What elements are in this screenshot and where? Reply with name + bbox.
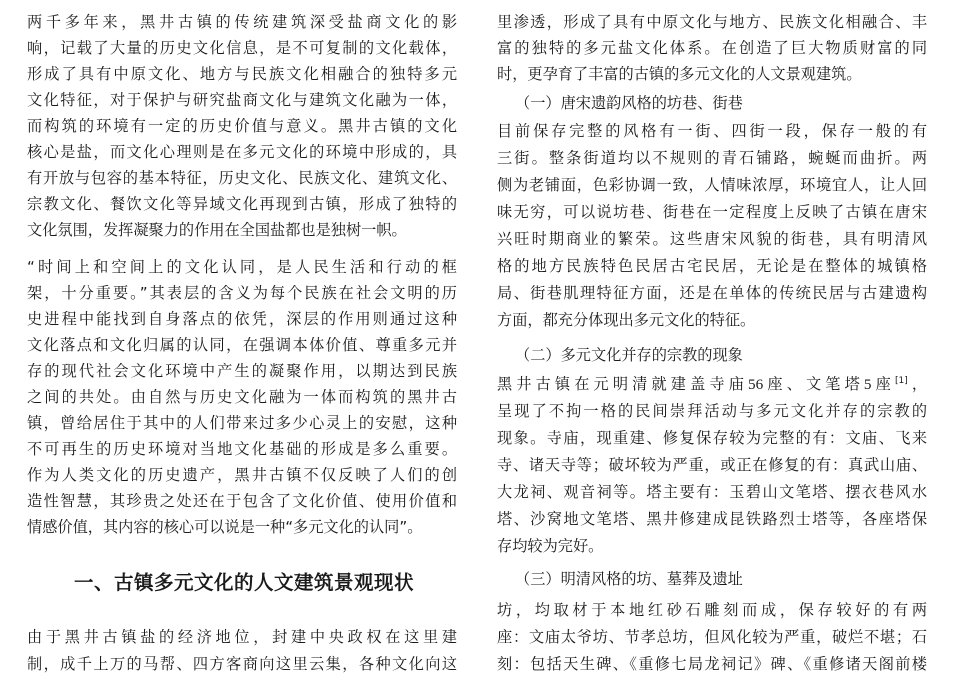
body-line: 形成了具有中原文化、地方与民族文化相融合的独特多元 [27,65,457,83]
body-line: 文化氛围，发挥凝聚力的作用在全国盐都也是独树一帜。 [27,221,407,239]
text-run: 座 [871,375,895,393]
body-line: 兴旺时期商业的繁荣。这些唐宋风貌的街巷，具有明清风 [497,230,927,248]
body-line: 现象。寺庙，现重建、修复保存较为完整的有：文庙、飞来 [497,429,927,447]
body-line: 呈现了不拘一格的民间崇拜活动与多元文化并存的宗教的 [497,402,927,420]
text-run: 黑井古镇在元明清就建盖寺庙 [497,375,749,393]
body-line: 三街。整条街道均以不规则的青石铺路，蜿蜒而曲折。两 [497,149,927,167]
body-line: 格的地方民族特色民居古宅民居，无论是在整体的城镇格 [497,257,927,275]
body-line: 之间的共处。由自然与历史文化融为一体而构筑的黑井古 [27,388,457,406]
body-line: 由于黑井古镇盐的经济地位，封建中央政权在这里建 [27,628,457,646]
body-line: 大龙祠、观音祠等。塔主要有：玉碧山文笔塔、摆衣巷风水 [497,483,927,501]
body-line: 塔、沙窝地文笔塔、黑井修建成昆铁路烈士塔等，各座塔保 [497,510,927,528]
subsection-heading: （一）唐宋遗韵风格的坊巷、街巷 [515,94,743,112]
body-line: 响，记载了大量的历史文化信息，是不可复制的文化载体， [27,39,457,57]
body-line: 富的独特的多元盐文化体系。在创造了巨大物质财富的同 [497,39,927,57]
body-line: 核心是盐，而文化心理则是在多元文化的环境中形成的，具 [27,143,457,161]
body-line: 局、街巷肌理特征方面，还是在单体的传统民居与古建遗构 [497,284,927,302]
citation-ref[interactable]: [1] [894,375,908,386]
body-line: 制，成千上万的马帮、四方客商向这里云集，各种文化向这 [27,655,457,673]
body-line: 坊，均取材于本地红砂石雕刻而成，保存较好的有两 [497,601,927,619]
body-line: 有开放与包容的基本特征，历史文化、民族文化、建筑文化、 [27,169,457,187]
body-line: 宗教文化、餐饮文化等异域文化再现到古镇，形成了独特的 [27,195,457,213]
body-line: 侧为老铺面，色彩协调一致，人情味浓厚，环境宜人，让人回 [497,176,927,194]
subsection-heading: （三）明清风格的坊、墓葬及遗址 [515,570,743,588]
body-line: 架，十分重要。”其表层的含义为每个民族在社会文明的历 [27,284,457,302]
body-line: 文化落点和文化归属的认同，在强调本体价值、尊重多元并 [27,336,457,354]
body-line: 座：文庙太爷坊、节孝总坊，但风化较为严重，破烂不堪；石 [497,628,927,646]
number: 56 [748,376,764,393]
body-line: 存均较为完好。 [497,537,604,555]
body-line: 而构筑的环境有一定的历史价值与意义。黑井古镇的文化 [27,117,457,135]
body-line: 存的现代社会文化环境中产生的凝聚作用，以期达到民族 [27,362,457,380]
body-line: 作为人类文化的历史遗产，黑井古镇不仅反映了人们的创 [27,466,457,484]
subsection-heading: （二）多元文化并存的宗教的现象 [515,346,743,364]
body-line-with-citation [497,371,927,397]
text-run: 座、文笔塔 [763,375,864,393]
body-line: 不可再生的历史环境对当地文化基础的形成是多么重要。 [27,440,457,458]
body-line: 文化特征，对于保护与研究盐商文化与建筑文化融为一体， [27,91,457,109]
section-heading: 一、古镇多元文化的人文建筑景观现状 [74,571,415,594]
body-line: 两千多年来，黑井古镇的传统建筑深受盐商文化的影 [27,13,457,31]
text-run: ， [907,375,928,393]
number: 5 [863,376,872,393]
body-line: 造性智慧，其珍贵之处还在于包含了文化价值、使用价值和 [27,492,457,510]
body-line: 时，更孕育了丰富的古镇的多元文化的人文景观建筑。 [497,65,862,83]
body-line: 方面，都充分体现出多元文化的特征。 [497,311,756,329]
body-line: 镇，曾给居住于其中的人们带来过多少心灵上的安慰，这种 [27,414,457,432]
body-line: 味无穷，可以说坊巷、街巷在一定程度上反映了古镇在唐宋 [497,203,927,221]
body-line: 情感价值，其内容的核心可以说是一种“多元文化的认同”。 [27,518,423,536]
body-line: 史进程中能找到自身落点的依凭，深层的作用则通过这种 [27,310,457,328]
body-line: “时间上和空间上的文化认同，是人民生活和行动的框 [27,258,457,276]
body-line: 寺、诸天寺等；破坏较为严重，或正在修复的有：真武山庙、 [497,456,927,474]
body-line: 目前保存完整的风格有一街、四街一段，保存一般的有 [497,122,927,140]
body-line: 里渗透，形成了具有中原文化与地方、民族文化相融合、丰 [497,13,927,31]
body-line: 刻：包括天生碑、《重修七局龙祠记》碑、《重修诸天阁前楼 [497,655,927,673]
